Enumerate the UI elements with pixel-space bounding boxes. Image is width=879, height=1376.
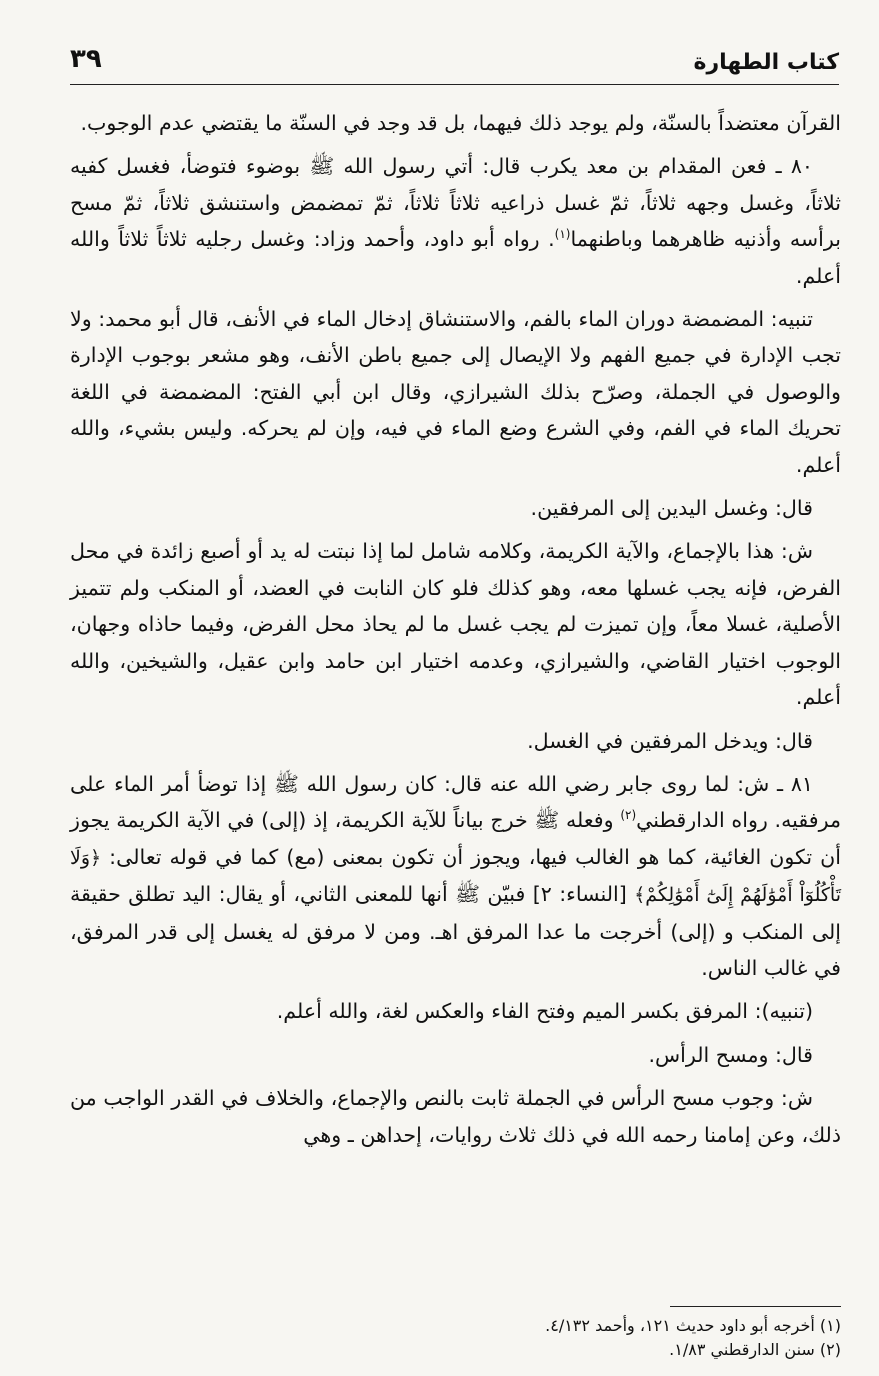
quran-verse: ﴿وَلَا تَأْكُلُوٓاْ أَمْوَٰلَهُمْ إِلَىٰٓ أَمْوَٰلِكُمْ﴾ <box>70 846 841 907</box>
paragraph: قال: ويدخل المرفقين في الغسل. <box>527 728 813 753</box>
main-text <box>70 105 841 1160</box>
paragraph: القرآن معتضداً بالسنّة، ولم يوجد ذلك فيهما، بل قد وجد في السنّة ما يقتضي عدم الوجوب. <box>80 111 841 135</box>
footnote-2: (٢) سنن الدارقطني ١/٨٣. <box>669 1340 841 1359</box>
paragraph: ش: هذا بالإجماع، والآية الكريمة، وكلامه شامل لما إذا نبتت له يد أو أصبع زائدة في محل الفرض، فإنه يجب غسلها معه، وهو كذلك فلو كان النابت في العضد، أو المنكب ولم تتميز الأصلية، غسلا معاً، وإن تميزت لم يجب غسل ما لم يحاذ محل الفرض، وفيما حاذاه وجهان، الوجوب اختيار القاضي، والشيرازي، وعدمه اختيار ابن حامد وابن عقيل، والشيخين، والله أعلم. <box>70 539 841 710</box>
footnote-ref[interactable]: (١) <box>554 227 571 242</box>
paragraph: تنبيه: المضمضة دوران الماء بالفم، والاستنشاق إدخال الماء في الأنف، قال أبو محمد: ولا تجب الإدارة في جميع الفهم ولا الإيصال إلى جميع باطن الأنف، وهو مشعر بوجوب الإدارة والوصول في الجملة، وصرّح بذلك الشيرازي، وقال ابن أبي الفتح: المضمضة في اللغة تحريك الماء في الفم، وفي الشرع وضع الماء في فيه، وإن لم يحركه. وليس بشيء، والله أعلم. <box>70 307 841 477</box>
page-number: ٣٩ <box>70 44 102 74</box>
paragraph: (تنبيه): المرفق بكسر الميم وفتح الفاء والعكس لغة، والله أعلم. <box>276 999 813 1024</box>
paragraph: قال: ومسح الرأس. <box>648 1042 813 1067</box>
footnote-1: (١) أخرجه أبو داود حديث ١٢١، وأحمد ٤/١٣٢. <box>545 1316 841 1335</box>
footnote-ref[interactable]: (٢) <box>620 808 637 823</box>
paragraph: ٨٠ ـ فعن المقدام بن معد يكرب قال: أتي رسول الله ﷺ بوضوء فتوضأ، فغسل كفيه ثلاثاً، وغسل وجهه ثلاثاً، ثمّ غسل ذراعيه ثلاثاً ثلاثاً، ثمّ تمضمض واستنشق ثلاثاً، ثمّ مسح برأسه وأذنيه ظاهرهما وباطنهما$^{(١)}$. رواه أبو داود، وأحمد وزاد: وغسل رجليه ثلاثاً ثلاثاً والله أعلم. <box>70 154 841 288</box>
book-title: كتاب الطهارة <box>693 50 839 75</box>
paragraph: ش: وجوب مسح الرأس في الجملة ثابت بالنص والإجماع، والخلاف في القدر الواجب من ذلك، وعن إمامنا رحمه الله في ذلك ثلاث روايات، إحداهن ـ وهي <box>70 1086 841 1147</box>
footnote-divider <box>670 1306 841 1307</box>
footnotes <box>300 1314 841 1362</box>
paragraph: قال: وغسل اليدين إلى المرفقين. <box>530 496 813 521</box>
page-header <box>70 40 839 85</box>
paragraph: ٨١ ـ ش: لما روى جابر رضي الله عنه قال: كان رسول الله ﷺ إذا توضأ أمر الماء على مرفقيه. رواه الدارقطني$^{(٢)}$ وفعله ﷺ خرج بياناً للآية الكريمة، إذ (إلى) في الآية الكريمة يجوز أن تكون الغائية، كما هو الغالب فيها، ويجوز أن تكون بمعنى (مع) كما في قوله تعالى: ﴿وَلَا تَأْكُلُوٓاْ أَمْوَٰلَهُمْ إِلَىٰٓ أَمْوَٰلِكُمْ﴾ [النساء: ٢] فبيّن ﷺ أنها للمعنى الثاني، أو يقال: اليد تطلق حقيقة إلى المنكب و (إلى) أخرجت ما عدا المرفق اهـ. ومن لا مرفق له يغسل إلى قدر المرفق، في غالب الناس. <box>70 771 841 980</box>
